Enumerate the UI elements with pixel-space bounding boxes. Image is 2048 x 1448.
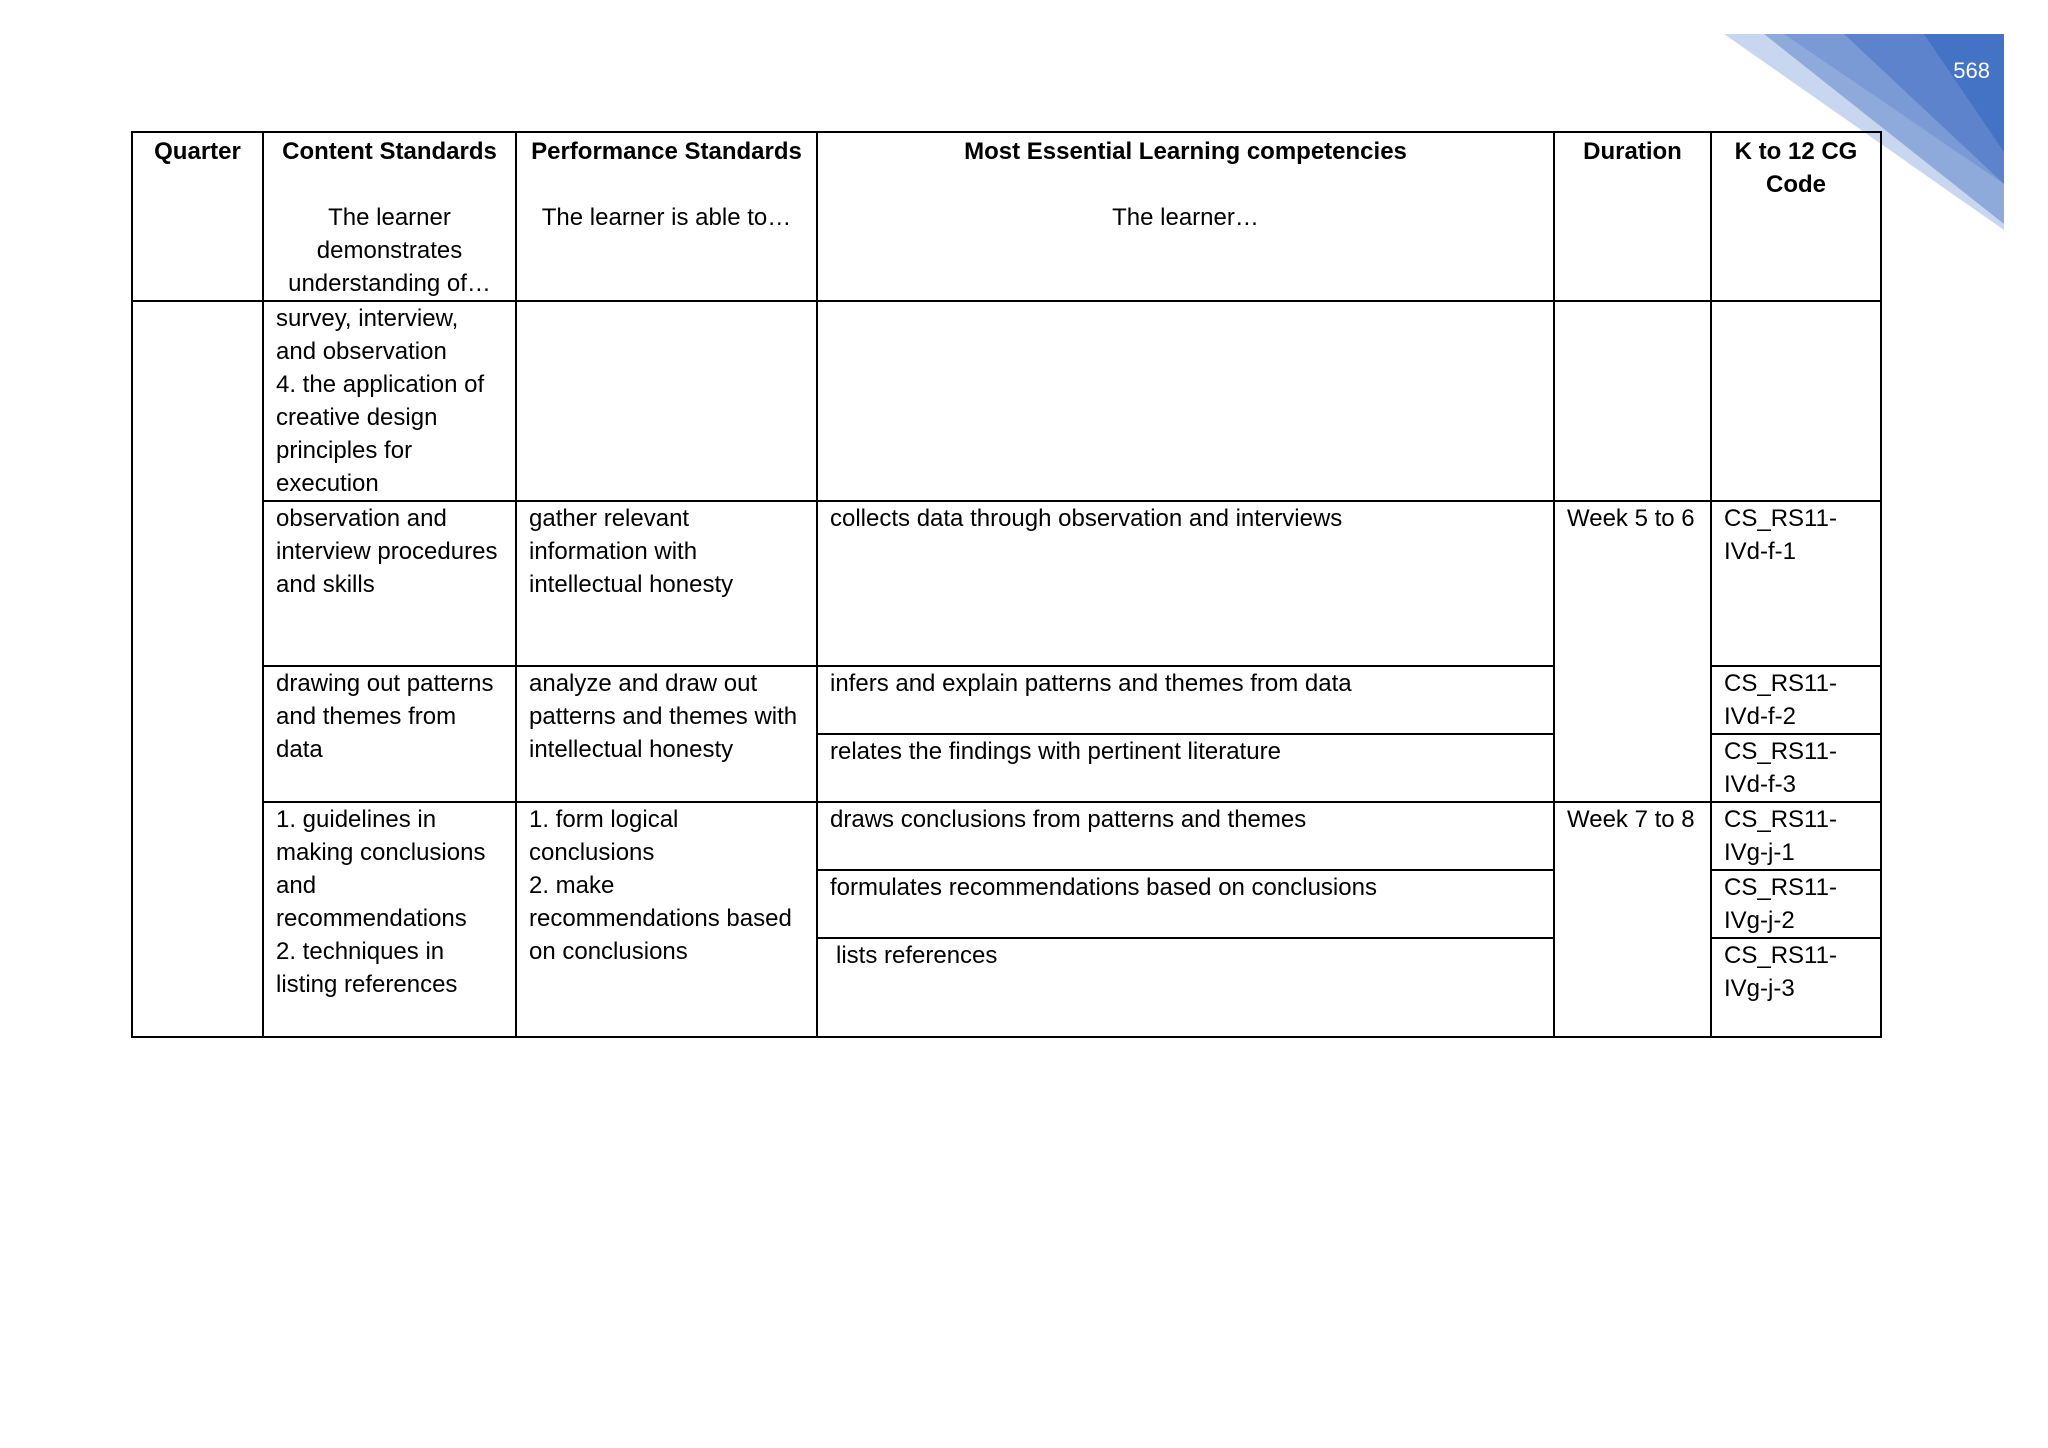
header-performance-standards [516, 132, 817, 301]
competency-text: formulates recommendations based on conclusions [830, 874, 1377, 901]
performance-standard-text: 1. form logical conclusions 2. make recommendations based on conclusions [529, 806, 792, 965]
duration-cell [1554, 301, 1711, 501]
code-text: CS_RS11-IVd-f-2 [1724, 670, 1837, 730]
performance-standard-cell [516, 301, 817, 501]
header-content-standards [263, 132, 516, 301]
code-cell [1711, 666, 1881, 734]
header-duration-title: Duration [1583, 138, 1682, 165]
header-performance-standards-title: Performance Standards [531, 138, 802, 165]
header-melc-sub: The learner… [1112, 204, 1259, 231]
quarter-cell [132, 301, 263, 1037]
code-cell [1711, 501, 1881, 666]
content-standard-text: drawing out patterns and themes from data [276, 670, 494, 763]
code-cell [1711, 802, 1881, 870]
code-text: CS_RS11-IVg-j-3 [1724, 942, 1837, 1002]
header-performance-standards-sub: The learner is able to… [541, 204, 792, 231]
code-text: CS_RS11-IVd-f-1 [1724, 505, 1837, 565]
competency-cell [817, 802, 1554, 870]
content-standard-cell [263, 666, 516, 802]
performance-standard-cell [516, 802, 817, 1037]
competency-text: draws conclusions from patterns and themes [830, 806, 1307, 833]
content-standard-cell [263, 301, 516, 501]
header-melc [817, 132, 1554, 301]
table-row [132, 802, 1881, 870]
header-quarter-title: Quarter [154, 138, 241, 165]
header-code [1711, 132, 1881, 301]
performance-standard-text: analyze and draw out patterns and themes with intellectual honesty [529, 670, 798, 763]
header-duration [1554, 132, 1711, 301]
competency-text: infers and explain patterns and themes from data [830, 670, 1352, 697]
competency-cell [817, 734, 1554, 802]
table-header-row [132, 132, 1881, 301]
performance-standard-cell [516, 666, 817, 802]
competency-cell [817, 301, 1554, 501]
table-row [132, 501, 1881, 666]
code-cell [1711, 301, 1881, 501]
code-text: CS_RS11-IVg-j-2 [1724, 874, 1837, 934]
code-text: CS_RS11-IVg-j-1 [1724, 806, 1837, 866]
duration-text: Week 5 to 6 [1567, 505, 1695, 532]
header-content-standards-sub: The learner demonstrates understanding of… [288, 204, 491, 297]
performance-standard-text: gather relevant information with intellectual honesty [529, 505, 734, 598]
code-cell [1711, 734, 1881, 802]
duration-cell [1554, 501, 1711, 802]
header-content-standards-title: Content Standards [282, 138, 497, 165]
competency-cell [817, 870, 1554, 938]
competency-text: lists references [836, 942, 998, 969]
content-standard-text: survey, interview, and observation 4. the application of creative design principles for execution [276, 305, 485, 497]
code-cell [1711, 938, 1881, 1037]
code-cell [1711, 870, 1881, 938]
content-standard-cell [263, 802, 516, 1037]
competency-cell [817, 938, 1554, 1037]
table-row [132, 301, 1881, 501]
duration-cell [1554, 802, 1711, 1037]
content-standard-text: 1. guidelines in making conclusions and recommendations 2. techniques in listing references [276, 806, 486, 998]
header-quarter [132, 132, 263, 301]
content-standard-cell [263, 501, 516, 666]
competency-cell [817, 666, 1554, 734]
melc-table [131, 131, 1882, 1038]
competency-text: collects data through observation and interviews [830, 505, 1343, 532]
code-text: CS_RS11-IVd-f-3 [1724, 738, 1837, 798]
duration-text: Week 7 to 8 [1567, 806, 1695, 833]
content-standard-text: observation and interview procedures and skills [276, 505, 498, 598]
page-number: 568 [1953, 58, 1990, 83]
competency-cell [817, 501, 1554, 666]
header-melc-title: Most Essential Learning competencies [964, 138, 1407, 165]
competency-text: relates the findings with pertinent literature [830, 738, 1281, 765]
header-code-title: K to 12 CG Code [1734, 138, 1858, 198]
performance-standard-cell [516, 501, 817, 666]
